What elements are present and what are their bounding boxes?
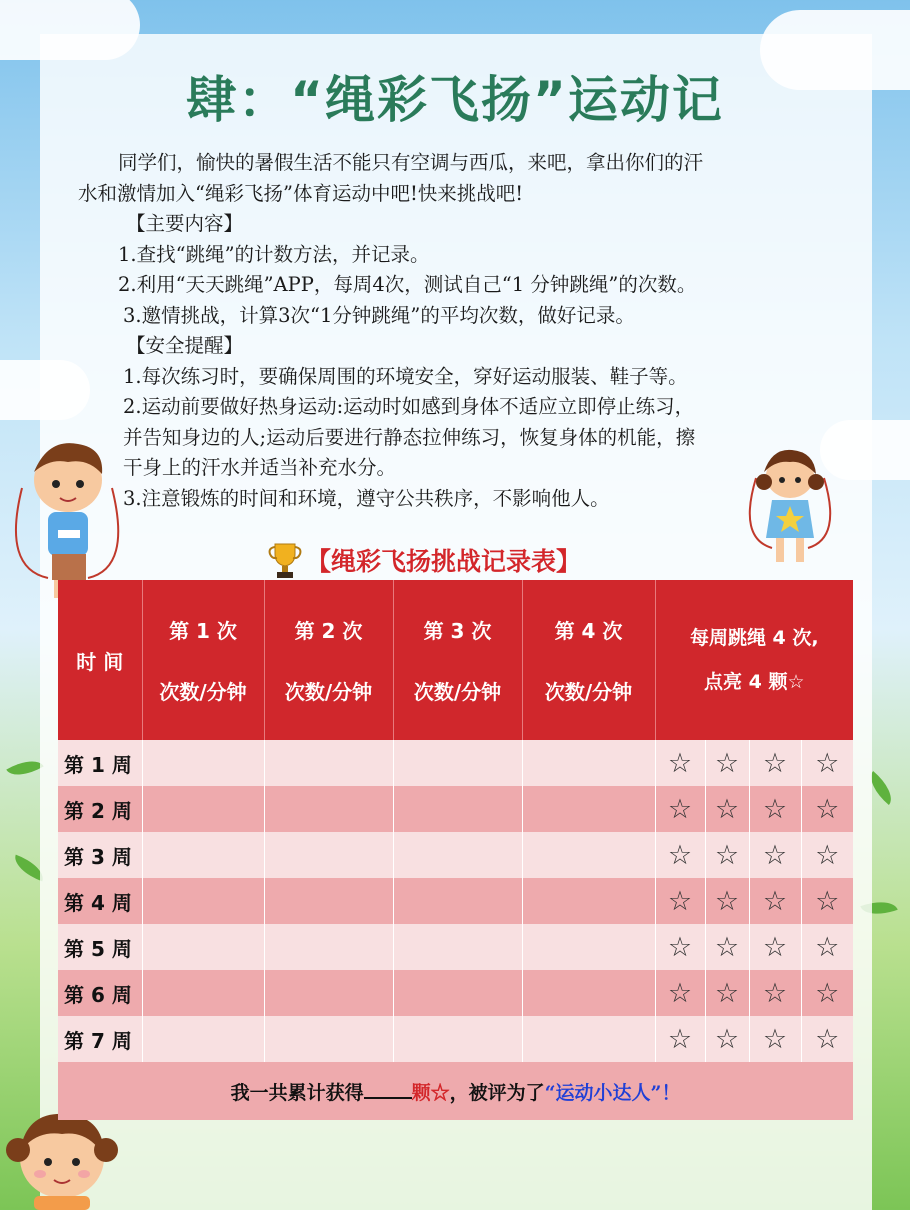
star-icon[interactable]: ☆ [801, 832, 853, 878]
header-attempt-4 [522, 580, 655, 740]
safety-item: 并告知身边的人;运动后要进行静态拉伸练习，恢复身体的机能，擦 [123, 425, 696, 449]
week-label: 第 3 周 [58, 832, 142, 878]
star-icon[interactable]: ☆ [705, 832, 749, 878]
table-row [58, 832, 853, 878]
week-label: 第 4 周 [58, 878, 142, 924]
header-attempt-label: 第 3 次 [423, 619, 492, 643]
count-cell[interactable] [522, 740, 655, 786]
count-cell[interactable] [522, 924, 655, 970]
star-icon[interactable]: ☆ [655, 970, 705, 1016]
table-row [58, 970, 853, 1016]
count-cell[interactable] [264, 970, 393, 1016]
count-cell[interactable] [393, 740, 522, 786]
week-label: 第 2 周 [58, 786, 142, 832]
intro-line: 同学们，愉快的暑假生活不能只有空调与西瓜，来吧，拿出你们的汗 [118, 151, 704, 174]
star-icon[interactable]: ☆ [705, 786, 749, 832]
star-icon[interactable]: ☆ [655, 786, 705, 832]
star-icon[interactable]: ☆ [801, 1016, 853, 1062]
count-cell[interactable] [522, 878, 655, 924]
summary-prefix: 我一共累计获得 [230, 1081, 364, 1104]
count-cell[interactable] [264, 878, 393, 924]
week-label: 第 7 周 [58, 1016, 142, 1062]
count-cell[interactable] [142, 878, 264, 924]
intro-line: 水和激情加入“绳彩飞扬”体育运动中吧!快来挑战吧! [78, 181, 524, 205]
summary-suffix: ！ [661, 1081, 681, 1104]
count-cell[interactable] [264, 740, 393, 786]
header-unit-label: 次数/分钟 [413, 680, 502, 704]
summary-highlight: “运动小达人” [544, 1081, 662, 1104]
count-cell[interactable] [264, 786, 393, 832]
star-icon[interactable]: ☆ [749, 970, 801, 1016]
table-row [58, 786, 853, 832]
page-title: 肆：“绳彩飞扬”运动记 [186, 71, 724, 129]
header-attempt-label: 第 1 次 [169, 619, 237, 643]
safety-item: 2.运动前要做好热身运动:运动时如感到身体不适应立即停止练习， [123, 395, 695, 418]
leaf-decoration [6, 753, 43, 784]
main-content-item: 2.利用“天天跳绳”APP，每周4次，测试自己“1 分钟跳绳”的次数。 [118, 273, 697, 296]
header-stars [655, 580, 853, 740]
count-cell[interactable] [264, 1016, 393, 1062]
count-cell[interactable] [522, 1016, 655, 1062]
star-icon[interactable]: ☆ [749, 786, 801, 832]
count-cell[interactable] [522, 970, 655, 1016]
count-cell[interactable] [142, 786, 264, 832]
safety-item: 3.注意锻炼的时间和环境，遵守公共秩序，不影响他人。 [123, 486, 610, 510]
table-title [268, 538, 581, 582]
count-cell[interactable] [264, 924, 393, 970]
star-icon[interactable]: ☆ [705, 1016, 749, 1062]
star-count-blank[interactable] [364, 1079, 412, 1099]
star-icon[interactable]: ☆ [655, 1016, 705, 1062]
count-cell[interactable] [142, 740, 264, 786]
summary-middle: ，被评为了 [449, 1081, 545, 1104]
week-label: 第 5 周 [58, 924, 142, 970]
header-stars-line2: 点亮 4 颗☆ [704, 671, 805, 693]
count-cell[interactable] [142, 924, 264, 970]
header-time: 时 间 [58, 580, 142, 740]
header-stars-line1: 每周跳绳 4 次, [689, 627, 819, 649]
girl-jumping-rope-illustration [742, 438, 838, 578]
star-icon[interactable]: ☆ [749, 740, 801, 786]
header-attempt-1 [142, 580, 264, 740]
section-heading-safety: 【安全提醒】 [126, 334, 244, 357]
star-icon[interactable]: ☆ [655, 740, 705, 786]
challenge-record-table [58, 580, 853, 1120]
star-icon[interactable]: ☆ [705, 924, 749, 970]
week-label: 第 1 周 [58, 740, 142, 786]
star-icon[interactable]: ☆ [705, 740, 749, 786]
section-heading-main-content: 【主要内容】 [126, 212, 244, 235]
summary-unit: 颗☆ [411, 1081, 450, 1104]
summary-line [58, 1062, 853, 1120]
table-title-text: 【绳彩飞扬挑战记录表】 [306, 547, 582, 576]
count-cell[interactable] [142, 970, 264, 1016]
header-unit-label: 次数/分钟 [159, 680, 247, 704]
main-content-item: 1.查找“跳绳”的计数方法，并记录。 [118, 242, 430, 266]
count-cell[interactable] [264, 832, 393, 878]
safety-item: 干身上的汗水并适当补充水分。 [123, 456, 397, 479]
star-icon[interactable]: ☆ [801, 924, 853, 970]
table-row [58, 924, 853, 970]
star-icon[interactable]: ☆ [801, 786, 853, 832]
count-cell[interactable] [393, 878, 522, 924]
star-icon[interactable]: ☆ [749, 832, 801, 878]
header-attempt-label: 第 2 次 [294, 619, 363, 643]
count-cell[interactable] [393, 924, 522, 970]
star-icon[interactable]: ☆ [655, 878, 705, 924]
header-unit-label: 次数/分钟 [544, 680, 633, 704]
count-cell[interactable] [522, 832, 655, 878]
star-icon[interactable]: ☆ [749, 878, 801, 924]
main-content-item: 3.邀情挑战，计算3次“1分钟跳绳”的平均次数，做好记录。 [123, 303, 635, 327]
header-attempt-2 [264, 580, 393, 740]
table-row [58, 740, 853, 786]
count-cell[interactable] [393, 970, 522, 1016]
count-cell[interactable] [393, 832, 522, 878]
trophy-icon [268, 540, 302, 580]
star-icon[interactable]: ☆ [749, 1016, 801, 1062]
header-attempt-3 [393, 580, 522, 740]
safety-item: 1.每次练习时，要确保周围的环境安全，穿好运动服装、鞋子等。 [123, 364, 688, 388]
header-attempt-label: 第 4 次 [554, 619, 623, 643]
star-icon[interactable]: ☆ [801, 970, 853, 1016]
count-cell[interactable] [393, 786, 522, 832]
header-unit-label: 次数/分钟 [284, 680, 373, 704]
count-cell[interactable] [393, 1016, 522, 1062]
table-row [58, 878, 853, 924]
count-cell[interactable] [522, 786, 655, 832]
week-label: 第 6 周 [58, 970, 142, 1016]
star-icon[interactable]: ☆ [655, 832, 705, 878]
star-icon[interactable]: ☆ [705, 878, 749, 924]
star-icon[interactable]: ☆ [705, 970, 749, 1016]
star-icon[interactable]: ☆ [655, 924, 705, 970]
count-cell[interactable] [142, 1016, 264, 1062]
star-icon[interactable]: ☆ [801, 878, 853, 924]
star-icon[interactable]: ☆ [801, 740, 853, 786]
table-row [58, 1016, 853, 1062]
count-cell[interactable] [142, 832, 264, 878]
star-icon[interactable]: ☆ [749, 924, 801, 970]
